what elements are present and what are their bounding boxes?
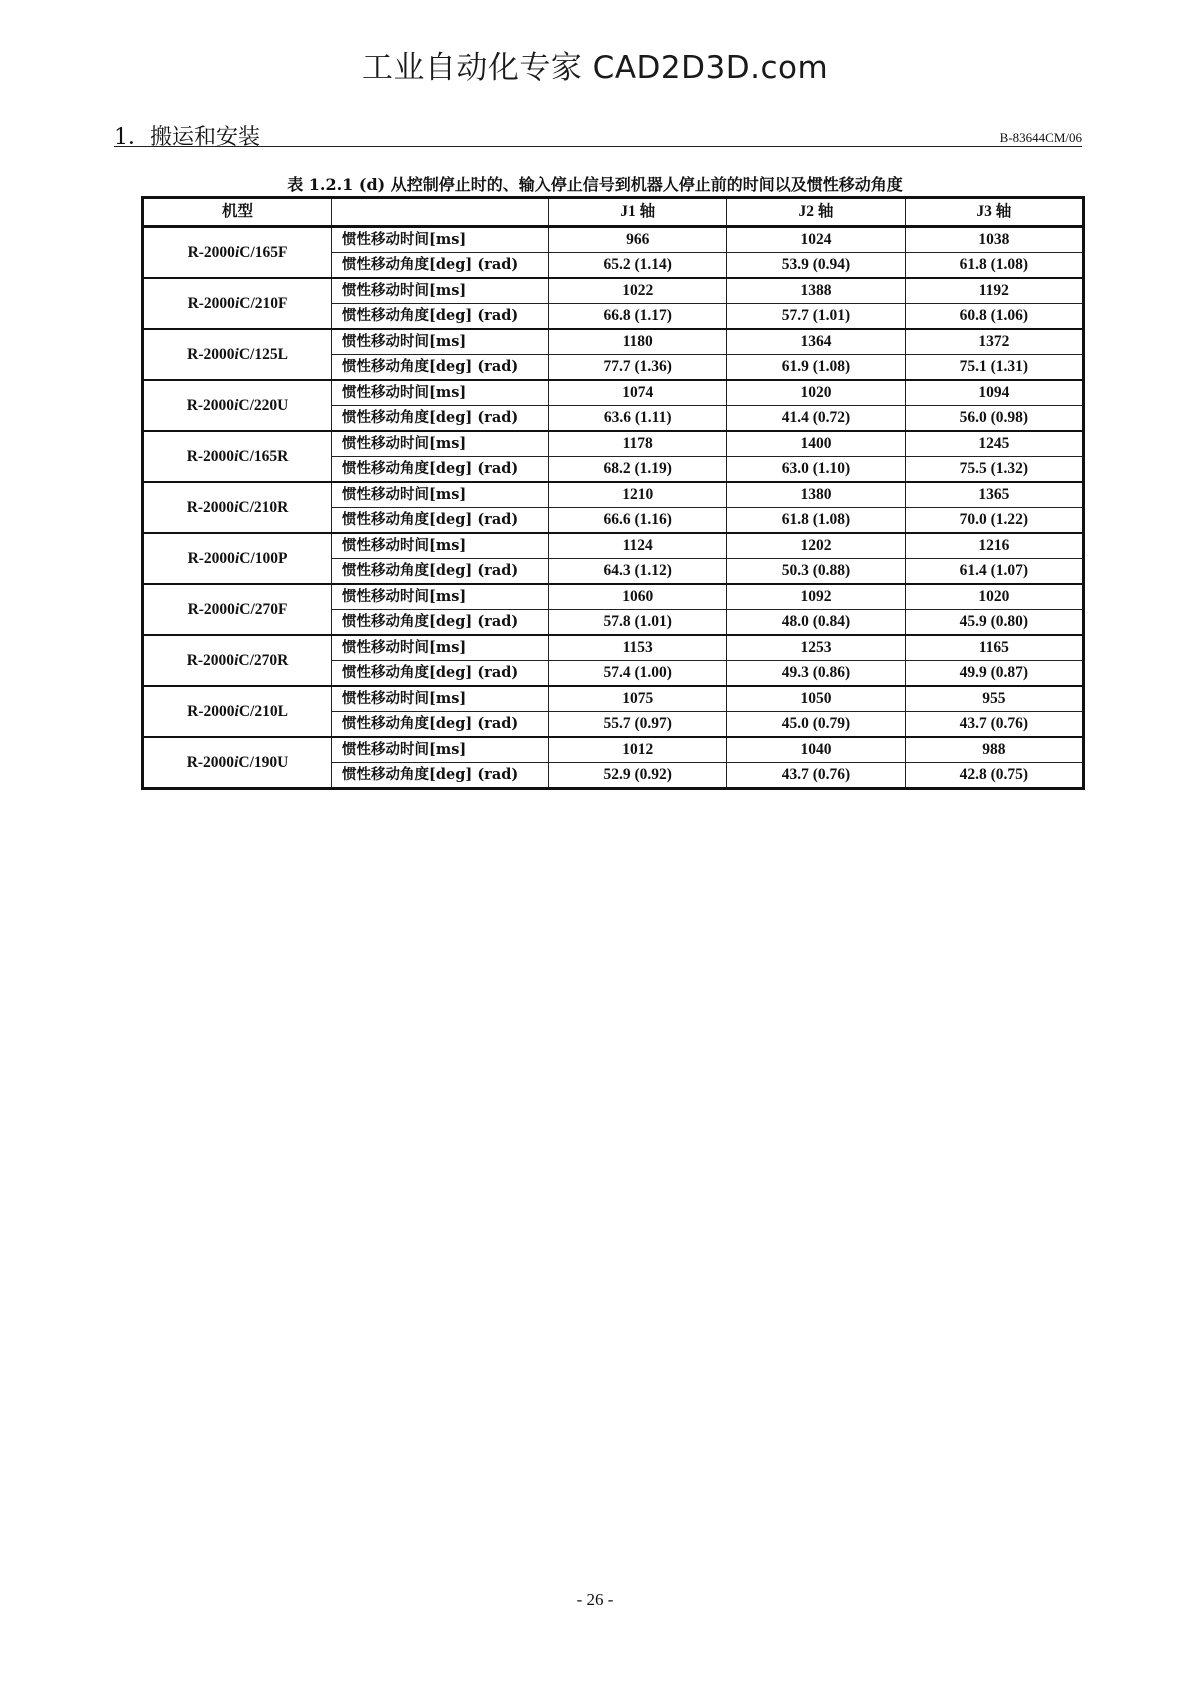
time-value-j2: 1050 <box>727 686 905 712</box>
metric-label-time: 惯性移动时间[ms] <box>332 635 549 661</box>
time-value-j1: 1022 <box>549 278 727 304</box>
time-value-j3: 988 <box>905 737 1083 763</box>
metric-label-time: 惯性移动时间[ms] <box>332 584 549 610</box>
table-row <box>143 380 1084 406</box>
angle-value-j1: 68.2 (1.19) <box>549 457 727 483</box>
angle-value-j3: 43.7 (0.76) <box>905 712 1083 738</box>
model-cell: R-2000iC/270R <box>143 635 332 686</box>
column-header-j2: J2 轴 <box>727 198 905 227</box>
metric-label-angle: 惯性移动角度[deg] (rad) <box>332 559 549 585</box>
angle-value-j1: 66.8 (1.17) <box>549 304 727 330</box>
metric-label-time: 惯性移动时间[ms] <box>332 431 549 457</box>
angle-value-j3: 49.9 (0.87) <box>905 661 1083 687</box>
table-row <box>143 329 1084 355</box>
metric-label-angle: 惯性移动角度[deg] (rad) <box>332 763 549 789</box>
angle-value-j1: 57.8 (1.01) <box>549 610 727 636</box>
angle-value-j3: 45.9 (0.80) <box>905 610 1083 636</box>
model-cell: R-2000iC/100P <box>143 533 332 584</box>
time-value-j1: 1060 <box>549 584 727 610</box>
angle-value-j3: 75.1 (1.31) <box>905 355 1083 381</box>
time-value-j2: 1024 <box>727 227 905 253</box>
model-cell: R-2000iC/210R <box>143 482 332 533</box>
time-value-j3: 1165 <box>905 635 1083 661</box>
model-cell: R-2000iC/220U <box>143 380 332 431</box>
angle-value-j3: 75.5 (1.32) <box>905 457 1083 483</box>
metric-label-time: 惯性移动时间[ms] <box>332 329 549 355</box>
angle-value-j2: 50.3 (0.88) <box>727 559 905 585</box>
time-value-j1: 1012 <box>549 737 727 763</box>
table-row <box>143 227 1084 253</box>
column-header-model: 机型 <box>143 198 332 227</box>
angle-value-j2: 45.0 (0.79) <box>727 712 905 738</box>
model-cell: R-2000iC/210F <box>143 278 332 329</box>
metric-label-time: 惯性移动时间[ms] <box>332 482 549 508</box>
angle-value-j2: 63.0 (1.10) <box>727 457 905 483</box>
header-rule <box>114 146 1082 147</box>
angle-value-j1: 65.2 (1.14) <box>549 253 727 279</box>
time-value-j3: 1192 <box>905 278 1083 304</box>
time-value-j2: 1202 <box>727 533 905 559</box>
time-value-j3: 1038 <box>905 227 1083 253</box>
time-value-j2: 1020 <box>727 380 905 406</box>
time-value-j2: 1380 <box>727 482 905 508</box>
metric-label-angle: 惯性移动角度[deg] (rad) <box>332 253 549 279</box>
angle-value-j3: 70.0 (1.22) <box>905 508 1083 534</box>
table-caption: 表 1.2.1 (d) 从控制停止时的、输入停止信号到机器人停止前的时间以及惯性移动角度 <box>287 175 903 194</box>
time-value-j1: 1075 <box>549 686 727 712</box>
time-value-j1: 1178 <box>549 431 727 457</box>
stopping-time-table <box>141 196 1085 790</box>
model-cell: R-2000iC/210L <box>143 686 332 737</box>
table-row <box>143 635 1084 661</box>
metric-label-time: 惯性移动时间[ms] <box>332 380 549 406</box>
time-value-j3: 1020 <box>905 584 1083 610</box>
angle-value-j2: 49.3 (0.86) <box>727 661 905 687</box>
angle-value-j1: 55.7 (0.97) <box>549 712 727 738</box>
model-cell: R-2000iC/165R <box>143 431 332 482</box>
time-value-j3: 1372 <box>905 329 1083 355</box>
metric-label-time: 惯性移动时间[ms] <box>332 227 549 253</box>
table-row <box>143 584 1084 610</box>
angle-value-j2: 57.7 (1.01) <box>727 304 905 330</box>
model-cell: R-2000iC/190U <box>143 737 332 789</box>
time-value-j2: 1364 <box>727 329 905 355</box>
angle-value-j3: 60.8 (1.06) <box>905 304 1083 330</box>
model-cell: R-2000iC/125L <box>143 329 332 380</box>
angle-value-j1: 64.3 (1.12) <box>549 559 727 585</box>
watermark-text: 工业自动化专家 CAD2D3D.com <box>361 50 829 86</box>
angle-value-j3: 61.8 (1.08) <box>905 253 1083 279</box>
table-row <box>143 482 1084 508</box>
table-row <box>143 686 1084 712</box>
angle-value-j1: 52.9 (0.92) <box>549 763 727 789</box>
angle-value-j3: 61.4 (1.07) <box>905 559 1083 585</box>
metric-label-angle: 惯性移动角度[deg] (rad) <box>332 457 549 483</box>
page-number: - 26 - <box>576 1590 614 1609</box>
table-row <box>143 533 1084 559</box>
angle-value-j2: 61.9 (1.08) <box>727 355 905 381</box>
metric-label-time: 惯性移动时间[ms] <box>332 533 549 559</box>
table-row <box>143 737 1084 763</box>
time-value-j2: 1040 <box>727 737 905 763</box>
angle-value-j2: 41.4 (0.72) <box>727 406 905 432</box>
angle-value-j2: 61.8 (1.08) <box>727 508 905 534</box>
angle-value-j3: 42.8 (0.75) <box>905 763 1083 789</box>
metric-label-angle: 惯性移动角度[deg] (rad) <box>332 304 549 330</box>
model-cell: R-2000iC/270F <box>143 584 332 635</box>
metric-label-angle: 惯性移动角度[deg] (rad) <box>332 661 549 687</box>
time-value-j3: 1245 <box>905 431 1083 457</box>
angle-value-j1: 77.7 (1.36) <box>549 355 727 381</box>
table-header-row <box>143 198 1084 227</box>
time-value-j2: 1092 <box>727 584 905 610</box>
metric-label-time: 惯性移动时间[ms] <box>332 686 549 712</box>
table-row <box>143 278 1084 304</box>
metric-label-time: 惯性移动时间[ms] <box>332 737 549 763</box>
time-value-j1: 1153 <box>549 635 727 661</box>
time-value-j2: 1388 <box>727 278 905 304</box>
metric-label-angle: 惯性移动角度[deg] (rad) <box>332 355 549 381</box>
time-value-j2: 1253 <box>727 635 905 661</box>
angle-value-j3: 56.0 (0.98) <box>905 406 1083 432</box>
time-value-j1: 966 <box>549 227 727 253</box>
metric-label-angle: 惯性移动角度[deg] (rad) <box>332 610 549 636</box>
angle-value-j2: 53.9 (0.94) <box>727 253 905 279</box>
metric-label-angle: 惯性移动角度[deg] (rad) <box>332 508 549 534</box>
time-value-j3: 1365 <box>905 482 1083 508</box>
metric-label-angle: 惯性移动角度[deg] (rad) <box>332 406 549 432</box>
document-code: B-83644CM/06 <box>999 130 1082 145</box>
angle-value-j2: 48.0 (0.84) <box>727 610 905 636</box>
column-header-j1: J1 轴 <box>549 198 727 227</box>
table-row <box>143 431 1084 457</box>
model-cell: R-2000iC/165F <box>143 227 332 279</box>
angle-value-j1: 63.6 (1.11) <box>549 406 727 432</box>
time-value-j3: 1094 <box>905 380 1083 406</box>
angle-value-j1: 66.6 (1.16) <box>549 508 727 534</box>
column-header-j3: J3 轴 <box>905 198 1083 227</box>
section-title: 1．搬运和安装 <box>114 125 260 150</box>
metric-label-time: 惯性移动时间[ms] <box>332 278 549 304</box>
time-value-j1: 1210 <box>549 482 727 508</box>
time-value-j3: 955 <box>905 686 1083 712</box>
time-value-j2: 1400 <box>727 431 905 457</box>
time-value-j1: 1180 <box>549 329 727 355</box>
column-header-metric <box>332 198 549 227</box>
time-value-j3: 1216 <box>905 533 1083 559</box>
metric-label-angle: 惯性移动角度[deg] (rad) <box>332 712 549 738</box>
time-value-j1: 1124 <box>549 533 727 559</box>
table-body <box>143 227 1084 789</box>
time-value-j1: 1074 <box>549 380 727 406</box>
angle-value-j2: 43.7 (0.76) <box>727 763 905 789</box>
angle-value-j1: 57.4 (1.00) <box>549 661 727 687</box>
